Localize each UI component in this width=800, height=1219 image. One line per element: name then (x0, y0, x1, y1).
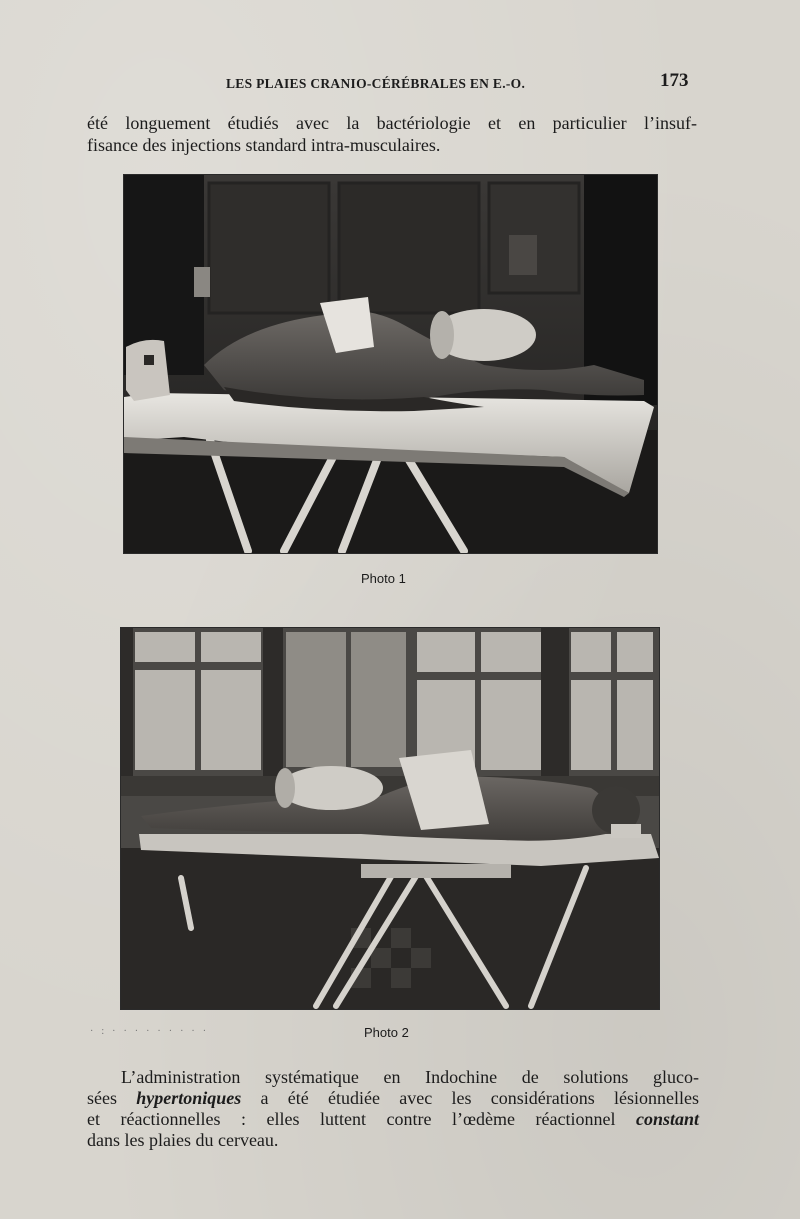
intro-paragraph (87, 112, 697, 156)
page-number: 173 (660, 70, 689, 91)
photo-1-image (124, 175, 657, 553)
photo-2-image (121, 628, 659, 1009)
stray-marks: ·:········· (90, 1026, 215, 1037)
emphasis-constant: constant (635, 1109, 699, 1129)
intro-line-2: fisance des injections standard intra-musculaires. (87, 135, 441, 155)
body-line-2-pre: sées (87, 1088, 137, 1108)
photo-2-caption: Photo 2 (364, 1025, 409, 1040)
running-title: LES PLAIES CRANIO-CÉRÉBRALES EN E.-O. (226, 76, 526, 91)
body-line-3 (87, 1109, 699, 1130)
body-line-4: dans les plaies du cerveau. (87, 1130, 279, 1150)
body-line-2-post: a été étudiée avec les considérations lésionnelles (241, 1088, 699, 1108)
body-paragraph (87, 1067, 699, 1151)
emphasis-hypertoniques: hypertoniques (136, 1088, 242, 1108)
intro-line-1: été longuement étudiés avec la bactériologie et en particulier l’insuf- (87, 113, 697, 133)
body-line-1: L’administration systématique en Indochine de solutions gluco- (121, 1067, 699, 1087)
photo-2-illustration (121, 628, 659, 1009)
photo-1-caption: Photo 1 (361, 571, 406, 586)
body-line-3-pre: et réactionnelles : elles luttent contre l’œdème réactionnel (87, 1109, 636, 1129)
photo-1-illustration (124, 175, 657, 553)
body-line-2 (87, 1088, 699, 1109)
